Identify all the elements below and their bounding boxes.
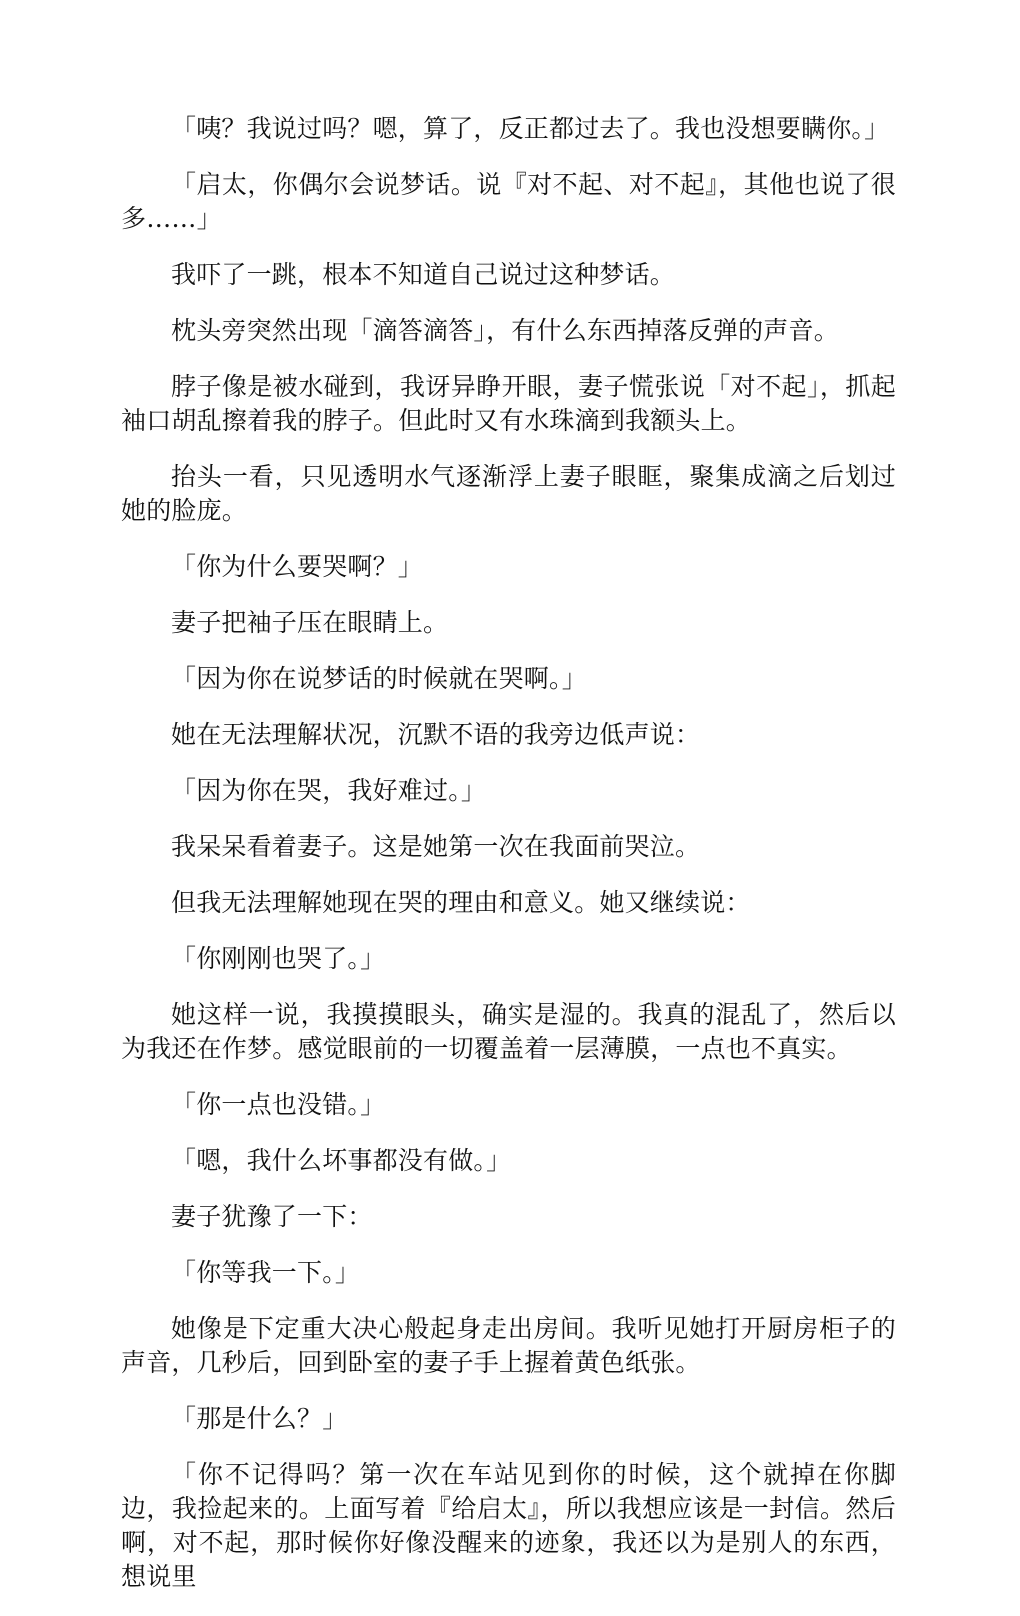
paragraph: 我呆呆看着妻子。这是她第一次在我面前哭泣。 xyxy=(171,832,701,861)
paragraph: 她在无法理解状况，沉默不语的我旁边低声说： xyxy=(171,720,701,749)
paragraph: 「因为你在说梦话的时候就在哭啊。」 xyxy=(171,664,587,693)
paragraph: 「你为什么要哭啊？」 xyxy=(171,552,424,581)
paragraph: 「启太，你偶尔会说梦话。说『对不起、对不起』，其他也说了很多……」 xyxy=(121,170,896,233)
paragraph: 但我无法理解她现在哭的理由和意义。她又继续说： xyxy=(171,888,751,917)
paragraph: 「因为你在哭，我好难过。」 xyxy=(171,776,487,805)
paragraph: 「你一点也没错。」 xyxy=(171,1090,386,1119)
paragraph: 她像是下定重大决心般起身走出房间。我听见她打开厨房柜子的声音，几秒后，回到卧室的妻子手上握着黄色纸张。 xyxy=(121,1314,896,1377)
paragraph: 妻子犹豫了一下： xyxy=(171,1202,373,1231)
paragraph: 枕头旁突然出现「滴答滴答」，有什么东西掉落反弹的声音。 xyxy=(171,316,839,345)
paragraph: 「你不记得吗？第一次在车站见到你的时候，这个就掉在你脚边，我捡起来的。上面写着『给启太』，所以我想应该是一封信。然后啊，对不起，那时候你好像没醒来的迹象，我还以为是别人的东西，想说里 xyxy=(121,1460,896,1591)
paragraph: 妻子把袖子压在眼睛上。 xyxy=(171,608,449,637)
paragraph: 我吓了一跳，根本不知道自己说过这种梦话。 xyxy=(171,260,676,289)
paragraph: 抬头一看，只见透明水气逐渐浮上妻子眼眶，聚集成滴之后划过她的脸庞。 xyxy=(121,462,896,525)
paragraph: 她这样一说，我摸摸眼头，确实是湿的。我真的混乱了，然后以为我还在作梦。感觉眼前的一切覆盖着一层薄膜，一点也不真实。 xyxy=(121,1000,896,1063)
paragraph: 「那是什么？」 xyxy=(171,1404,348,1433)
document-page xyxy=(121,112,896,1616)
paragraph: 「嗯，我什么坏事都没有做。」 xyxy=(171,1146,512,1175)
paragraph: 「你刚刚也哭了。」 xyxy=(171,944,386,973)
paragraph: 「咦？我说过吗？嗯，算了，反正都过去了。我也没想要瞒你。」 xyxy=(171,114,890,143)
paragraph: 「你等我一下。」 xyxy=(171,1258,361,1287)
paragraph: 脖子像是被水碰到，我讶异睁开眼，妻子慌张说「对不起」，抓起袖口胡乱擦着我的脖子。但此时又有水珠滴到我额头上。 xyxy=(121,372,896,435)
